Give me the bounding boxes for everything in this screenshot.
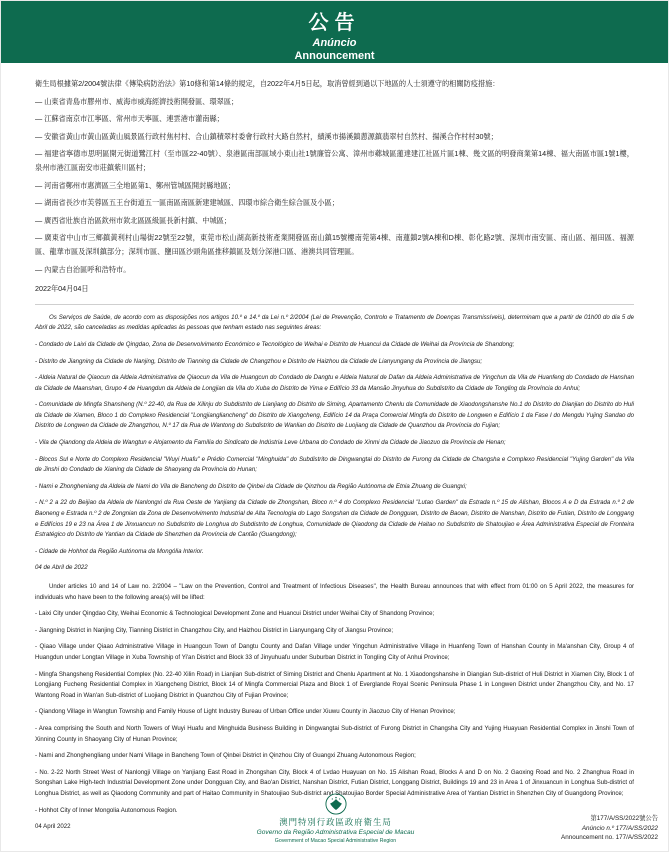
chinese-paragraph: — 江蘇省南京市江寧區、常州市天寧區、連雲港市灌南縣； bbox=[35, 114, 224, 124]
header-title-english: Announcement bbox=[294, 50, 375, 62]
page-header bbox=[1, 1, 668, 63]
portuguese-intro: Os Serviços de Saúde, de acordo com as disposições nos artigos 10.º e 14.º da Lei n.º 2/2004 (Lei de Prevenção, Controlo e Tratamento de Doenças Transmissíveis), determinam que a partir de 01h00 do dia 5 de Abril de 2022, são canceladas as medidas aplicadas às pessoas que tenham estado nas seguintes áreas: bbox=[35, 313, 634, 332]
english-item: - Jiangning District in Nanjing City, Tianning District in Changzhou City, and Haizhou District in Lianyungang City of Jiangsu Province; bbox=[35, 626, 394, 634]
english-intro: Under articles 10 and 14 of Law no. 2/2004 – "Law on the Prevention, Control and Treatment of Infectious Diseases", the Health Bureau announces that with effect from 01:00 on 5 April 2022, the measures for individuals who have been to the following area(s) will be lifted: bbox=[35, 583, 634, 601]
header-title-chinese: 公告 bbox=[308, 12, 361, 34]
chinese-section bbox=[35, 77, 634, 296]
macao-sar-emblem-icon bbox=[325, 793, 347, 815]
english-item: - Mingfa Shangsheng Residential Complex (No. 22-40 Xilin Road) in Lianjian Sub-district of Siming District and Chenlu Apartment at No. 1 Xiaodongshanshe in Diangian Sub-district of Huli District in Xiamen City, Block 1 of Longjiang Fucheng Residential Complex in Xiangcheng District, Block 14 of Mingfa Commercial Plaza and Block 1 of Everglande Royal Scenic Peninsula Phase 1 in Longwen District under Zhangzhou City, and No. 17 Wantong Road in Wan'an Sub-district of Luojiang District in Quanzhou City of Fujian Province; bbox=[35, 670, 634, 699]
footer-gov-portuguese: Governo da Região Administrativa Especial de Macau bbox=[256, 829, 415, 836]
portuguese-date: 04 de Abril de 2022 bbox=[35, 564, 88, 572]
footer-gov-chinese: 澳門特別行政區政府衛生局 bbox=[279, 817, 392, 827]
reference-number-block bbox=[561, 814, 658, 843]
portuguese-item: - N.º 2 a 22 do Beijiao da Aldeia de Nanlongxi da Rua Oeste de Yanjiang da Cidade de Zhongshan, Bloco n.º 4 do Complexo Residencial "Lutao Garden" da Estrada n.º 15 de Alishan, Blocos A e D da Estrada n.º 2 de Baoneng e Estrada n.º 2 de Zongnian da Zona de Desenvolvimento Industrial de Alta Tecnologia do Lago Songshan da Cidade de Dongguan, Distrito de Baoan, Distrito de Nanshan, Distrito de Futian, Distrito de Longgang e Edifícios 19 e 23 na Área 1 de Jinxuancun no Subdistrito de Longhua do Subdistrito de Longhua, Comunidade de Qiaodong da Cidade de Haitao no Subdistrito de Shatoujiao e Área Administrativa Especial de Fronteira Estratégico do Distrito de Yantian da Cidade de Shenzhen da Província de Cantão (Guangdong); bbox=[35, 499, 634, 539]
english-item: - Qiaao Village under Qiaao Administrative Village in Huangcun Town of Dangtu County and Dafan Village under Yingchun Administrative Village in Huanfeng Town of Hanshan County in Ma'anshan City, Group 4 of Huangdun under Longtan Village in Xuba Township of Yi'an District and Block 33 of Jinyuhuafu under Suburban District in Tongling City of Anhui Province; bbox=[35, 643, 634, 661]
chinese-date: 2022年04月04日 bbox=[35, 284, 89, 294]
footer-gov-english: Government of Macao Special Administrative Region bbox=[274, 838, 397, 844]
chinese-paragraph: — 廣東省中山市三鄉鎮黃利村山場街22號至22號，東莞市松山湖高新技術產業開發區南山鎮15號樓南莞第4棟、南蓮鎮2號A棟和D棟、彰化路2號、深圳市南安區、南山區、福田區、福源區、龍華市區及深圳鎮部分；深圳市區、鹽田區沙頭角區推移鎮區及划分深港口區、港澳共同管理區。 bbox=[35, 233, 634, 256]
page-footer bbox=[1, 793, 669, 851]
portuguese-item: - Blocos Sul e Norte do Complexo Residencial "Wuyi Huafu" e Prédio Comercial "Minghuida" do Subdistrito de Dingwangtai do Distrito de Furong da Cidade de Changsha e Complexo Residencial "Yujing Garden" da Vila de Jinshi do Condado de Xianing da Cidade de Shaoyang da Província do Hunan; bbox=[35, 455, 634, 474]
portuguese-item: - Comunidade de Mingfa Shansheng (N.º 22-40, da Rua de Xilinju do Subdistrito de Lianjiang do Distrito de Siming, Apartamento Chenlu da Comunidade de Xiaodongshanshe No.1 do Distrito do Dianjian do Distrito do Huli da Cidade de Xiamen, Bloco 1 do Complexo Residencial "Longjiangliancheng" do Distrito de Xiangcheng, Edifício 14 da Praça Comercial Mingfa do Distrito de Longwen e Edifício 1 da Fase I do Mengdu Yujing Sandao do Distrito de Longwen da Cidade de Zhangzhou, N.º 17 da Rua de Wantong do Subdistrito de Wanlian do Distrito de Luojiang da Cidade de Quanzhou da Província do Fujian; bbox=[35, 401, 634, 430]
portuguese-item: - Distrito de Jiangning da Cidade de Nanjing, Distrito de Tianning da Cidade de Changzhou e Distrito de Haizhou da Cidade de Lianyungang da Província de Jiangsu; bbox=[35, 357, 483, 365]
chinese-paragraph: — 廣西省壯族自治區欽州市欽北區區級區長新村鎮、中城區； bbox=[35, 215, 232, 225]
portuguese-section bbox=[35, 313, 634, 574]
english-item: - Nami and Zhonghengliang under Nami Village in Bancheng Town of Qinbei District in Qinzhou City of Guangxi Zhuang Autonomous Region; bbox=[35, 752, 416, 760]
portuguese-item: - Vila de Qiandong da Aldeia de Wangtun e Alojamento da Família do Sindicato de Indústria Leve Urbana do Condado de Xinmi da Cidade de Jiaozuo da Província de Henan; bbox=[35, 439, 506, 447]
reference-chinese: 第177/A/SS/2022號公告 bbox=[590, 815, 658, 823]
chinese-paragraph: 衛生局根據第2/2004號法律《傳染病防治法》第10條和第14條的規定，自2022年4月5日起，取消曾經到過以下地區的人士須遵守的相關防疫措施： bbox=[35, 79, 500, 88]
chinese-paragraph: — 湖南省長沙市芙蓉區五王台街道五一區南區南區新建建城區、四環市綜合衛生綜合區及小區； bbox=[35, 198, 339, 208]
portuguese-item: - Nami e Zhongheniang da Aldeia de Nami do Vila de Bancheng do Distrito de Qinbei da Cidade de Qinzhou da Região Autónoma de Etnia Zhuang de Guangxi; bbox=[35, 482, 467, 490]
english-item: - No. 2-22 North Street West of Nanlongji Village on Yanjiang East Road in Zhongshan City, Block 4 of Lvdao Huayuan on No. 15 Alishan Road, Blocks A and D on No. 2 Gaoxing Road and No. 2 Zhanghua Road in Songshan Lake High-tech Industrial Development Zone under Dongguan City, and Bao'an District, Nanshan District, Futian District, Longgang District, Buildings 19 and 23 in Area 1 of Jinxuancun in Longhua Sub-district of Longhua District, as well as Qiaodong Community and part of Haitao Community in Shatoujiao Sub-district and Shatoujiao Border Special Administrative Area of Yantian District in Shenzhen City of Guangdong Province; bbox=[35, 768, 634, 797]
portuguese-item: - Cidade de Hohhot da Região Autónoma da Mongólia Interior. bbox=[35, 547, 204, 555]
reference-portuguese: Anúncio n.º 177/A/SS/2022 bbox=[581, 824, 658, 832]
header-title-portuguese: Anúncio bbox=[312, 37, 357, 49]
chinese-paragraph: — 山東省青島市膠州市、威海市威海經濟技術開發區、環翠區； bbox=[35, 96, 239, 106]
english-item: - Laixi City under Qingdao City, Weihai Economic & Technological Development Zone and Huancui District under Weihai City of Shandong Province; bbox=[35, 610, 435, 618]
english-date: 04 April 2022 bbox=[35, 823, 71, 831]
english-item: - Hohhot City of Inner Mongolia Autonomous Region. bbox=[35, 806, 178, 814]
chinese-paragraph: — 河南省鄭州市惠濟區三全地區第1、鄭州管城區開封縣地區； bbox=[35, 180, 236, 190]
english-item: - Qiandong Village in Wangtun Township and Family House of Light Industry Bureau of Urban Office under Xiuwu County in Jiaozuo City of Henan Province; bbox=[35, 708, 456, 716]
chinese-paragraph: — 內蒙古自治區呼和浩特市。 bbox=[35, 264, 131, 274]
document-body bbox=[1, 63, 668, 833]
reference-english: Announcement no. 177/A/SS/2022 bbox=[561, 834, 658, 842]
portuguese-item: - Condado de Laixi da Cidade de Qingdao, Zona de Desenvolvimento Económico e Tecnológico de Weihai e Distrito de Huancui da Cidade de Weihai da Província de Shandong; bbox=[35, 340, 515, 348]
chinese-paragraph: — 安徽省黃山市黃山區黃山風景區行政村焦村村、合山鎮積翠村委會行政村大路自然村，績溪市揚溪鎮蔥源鎮翡翠村自然村、揚溪合作村村30號； bbox=[35, 131, 498, 141]
portuguese-item: - Aldeia Natural de Qiaocun da Aldeia Administrativa de Qiaocun da Vila de Huangcun do Condado de Dangtu e Aldeia Natural de Dafan da Aldeia Administrativa de Yingchun da Vila de Huanfeng do Condado de Hanshan da Cidade de Maanshan, Grupo 4 de Huangdun da Aldeia de Longjian da Vila do Xuba do Distrito de Yima e Edifício 33 da Mansão Jinyuhua do Subdistrito da Cidade de Tongling da Província do Anhui; bbox=[35, 374, 634, 392]
section-divider bbox=[35, 304, 634, 305]
chinese-paragraph: — 福建省寧德市思明區開元街道鷺江村（至市區22-40號）、泉港區南部區域小東山社1號廉管公寓、漳州市薌城區蓮達建江社區片區1棟、幾文區的明發商業第14棟、福大南區市區1號1樓，泉州市港江區南安市莊鎮紫川區村； bbox=[35, 149, 634, 172]
english-item: - Area comprising the South and North Towers of Wuyi Huafu and Minghuida Business Building in Dingwangtai Sub-district of Furong District in Changsha City and Yujing Huayuan Residential Complex in Jinshi Town of Xinning County in Shaoyang City of Hunan Province; bbox=[35, 724, 634, 743]
